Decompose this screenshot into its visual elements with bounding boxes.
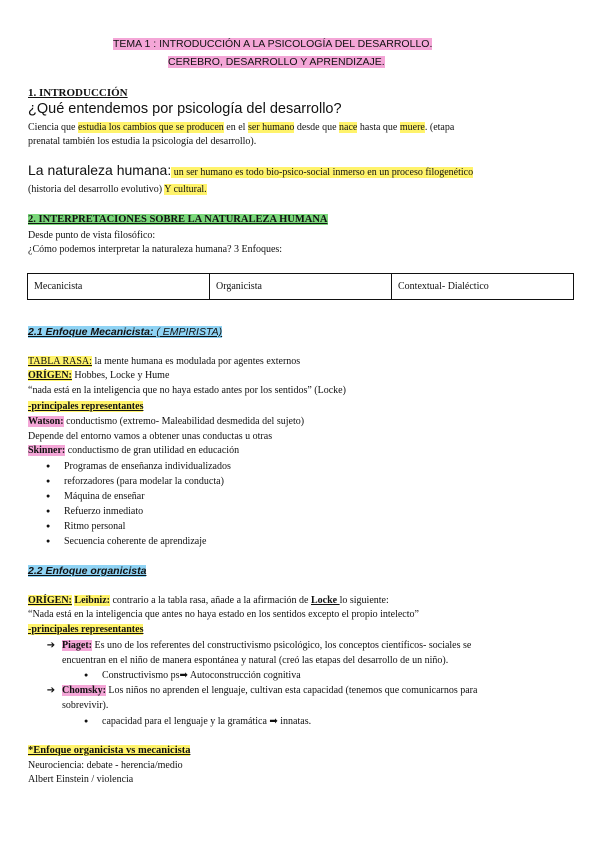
tabla-rasa-line: TABLA RASA: la mente humana es modulada por agentes externos (28, 356, 301, 367)
nature-label: La naturaleza humana: (28, 162, 172, 178)
watson-line: Watson: conductismo (extremo- Maleabilidad desmedida del sujeto) (28, 416, 305, 427)
leibniz-quote: “Nada está en la inteligencia que antes no haya estado en los sentidos excepto el propio intelecto” (28, 609, 419, 620)
section2-line2: ¿Cómo podemos interpretar la naturaleza humana? 3 Enfoques: (28, 244, 283, 255)
locke-quote: “nada está en la inteligencia que no haya estado antes por los sentidos” (Locke) (28, 385, 346, 396)
arrow-icon: ➔ (46, 685, 56, 696)
table-cell-mecanicista: Mecanicista (28, 274, 210, 299)
chomsky-bullets (66, 714, 546, 729)
list-item: ● Ritmo personal (28, 519, 548, 534)
list-item: ● capacidad para el lenguaje y la gramática ➡ innatas. (66, 714, 546, 729)
section2-heading: 2. INTERPRETACIONES SOBRE LA NATURALEZA HUMANA (28, 214, 328, 225)
leibniz-line: ORÍGEN: Leibniz: contrario a la tabla rasa, añade a la afirmación de Locke lo siguiente: (28, 595, 389, 606)
approaches-table (27, 273, 574, 300)
table-cell-contextual: Contextual- Dialéctico (398, 281, 489, 292)
intro-question: ¿Qué entendemos por psicología del desarrollo? (28, 101, 342, 117)
list-item: ● Máquina de enseñar (28, 489, 548, 504)
list-item: ● Constructivismo ps➡ Autoconstrucción cognitiva (66, 668, 546, 683)
arrow-icon: ➔ (46, 640, 56, 651)
piaget-bullets (66, 668, 546, 683)
depende-line: Depende del entorno vamos a obtener unas conductas u otras (28, 431, 273, 442)
intro-heading: 1. INTRODUCCIÓN (28, 87, 128, 99)
chomsky-line: ➔ Chomsky: Los niños no aprenden el lenguaje, cultivan esta capacidad (tenemos que comunicarnos para (40, 684, 575, 697)
comparison-heading: *Enfoque organicista vs mecanicista (28, 745, 191, 756)
piaget-line-2: encuentran en el niño de manera espontánea y natural (creó las etapas del desarrollo de un niño). (62, 655, 449, 666)
comparison-line1: Neurociencia: debate - herencia/medio (28, 760, 183, 771)
list-item: ● reforzadores (para modelar la conducta) (28, 474, 548, 489)
intro-definition: Ciencia que estudia los cambios que se producen en el ser humano desde que nace hasta que muere. (etapa (28, 122, 455, 133)
skinner-line: Skinner: conductismo de gran utilidad en educación (28, 445, 240, 456)
section2-line1: Desde punto de vista filosófico: (28, 230, 156, 241)
origen-line: ORÍGEN: Hobbes, Locke y Hume (28, 370, 170, 381)
comparison-line2: Albert Einstein / violencia (28, 774, 134, 785)
list-item: ● Refuerzo inmediato (28, 504, 548, 519)
intro-definition-line2: prenatal también los estudia la psicología del desarrollo). (28, 136, 257, 147)
list-item: ● Secuencia coherente de aprendizaje (28, 534, 548, 549)
title-line-1: TEMA 1 : INTRODUCCIÓN A LA PSICOLOGÍA DEL DESARROLLO. (113, 38, 433, 50)
chomsky-line-2: sobrevivir). (62, 700, 109, 711)
mecanicista-reps-label: -principales representantes (28, 401, 144, 412)
nature-line-2: (historia del desarrollo evolutivo) Y cultural. (28, 184, 207, 195)
piaget-line: ➔ Piaget: Es uno de los referentes del constructivismo psicológico, los conceptos científicos- sociales se (40, 639, 575, 652)
organicista-reps-label: -principales representantes (28, 624, 144, 635)
list-item: ● Programas de enseñanza individualizados (28, 459, 548, 474)
table-cell-organicista: Organicista (210, 274, 392, 299)
mecanicista-heading: 2.1 Enfoque Mecanicista: ( EMPIRISTA) (28, 326, 223, 338)
skinner-bullets (28, 459, 548, 549)
organicista-heading: 2.2 Enfoque organicista (28, 565, 147, 577)
nature-line: La naturaleza humana: un ser humano es todo bio-psico-social inmerso en un proceso filogenético (28, 162, 474, 178)
title-line-2: CEREBRO, DESARROLLO Y APRENDIZAJE. (168, 56, 385, 68)
